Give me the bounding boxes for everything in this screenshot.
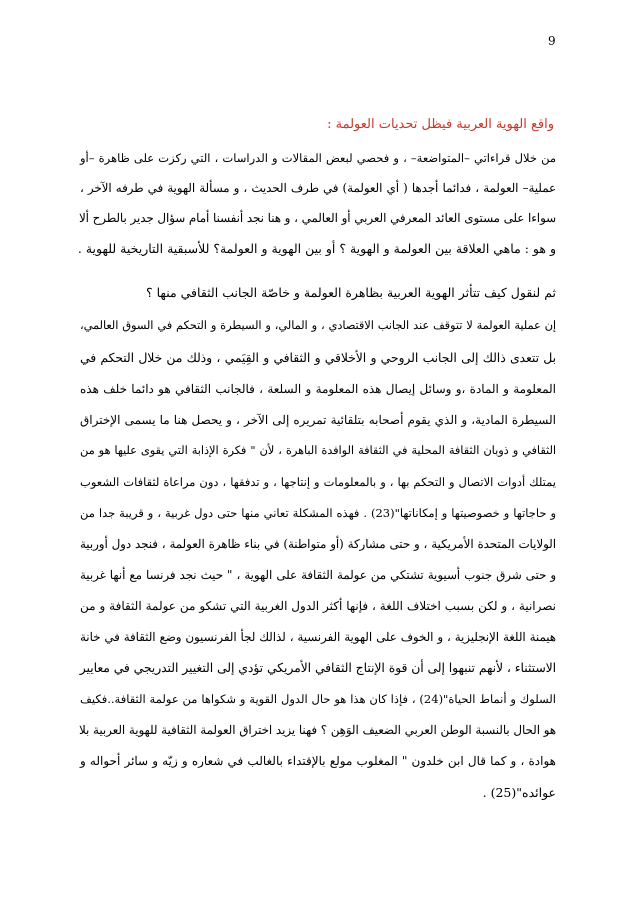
paragraph-line: السيطرة المادية، و الذي يقوم أصحابه بتلقائية تمريره إلى الآخر ، و يحصل هنا ما يسمى الإختراق: [80, 413, 556, 427]
paragraph-line: المعلومة و المادة ،و وسائل إيصال هذه المعلومة و السلعة ، فالجانب الثقافي هو دائما خلف هذه: [80, 382, 556, 396]
paragraph-line: إن عملية العولمة لا تتوقف عند الجانب الاقتصادي ، و المالي، و السيطرة و التحكم في السوق العالمي،: [80, 319, 556, 332]
paragraph-line: يمتلك أدوات الاتصال و التحكم بها ، و بالمعلومات و إنتاجها ، و تدفقها ، دون مراعاة لثقافات الشعوب: [80, 475, 556, 489]
paragraph-line: الاستثناء ، لأنهم تنبهوا إلى أن قوة الإنتاج الثقافي الأمريكي تؤدي إلى التغيير التدريجي في معايير: [79, 661, 556, 675]
paragraph-line: و حاجاتها و خصوصيتها و إمكاناتها"(23) . فهذه المشكلة تعاني منها حتى دول غربية ، و قريبة جدا من: [80, 506, 557, 520]
section-heading: واقع الهوية العربية فيظل تحديات العولمة :: [327, 117, 554, 132]
paragraph-line: هيمنة اللغة الإنجليزية ، و الخوف على الهوية الفرنسية ، لذالك لجأ الفرنسيون وضع الثقافة في خانة: [80, 630, 556, 644]
paragraph-line: ثم لنقول كيف تتأثر الهوية العربية بظاهرة العولمة و خاصّة الجانب الثقافي منها ؟: [146, 285, 556, 300]
paragraph-line: نصرانية ، و لكن بسبب اختلاف اللغة ، فإنها أكثر الدول الغربية التي تشكو من عولمة الثقافة و من: [80, 599, 556, 613]
paragraph-line: عملية– العولمة ، فدائما أجدها ( أي العولمة) في طرف الحديث ، و مسألة الهوية في طرفه الآخر ،: [80, 181, 556, 195]
paragraph-line: الثقافي و ذوبان الثقافة المحلية في الثقافة الوافدة الباهرة ، لأن " فكرة الإذابة التي يقوى عليها هو من: [80, 444, 556, 457]
page-number: 9: [548, 34, 556, 48]
paragraph-line: بل تتعدى ذالك إلى الجانب الروحي و الأخلاقي و الثقافي و القِيَمي ، وذلك من خلال التحكم في: [80, 351, 556, 365]
paragraph-line: عوائده"(25) .: [482, 785, 556, 800]
paragraph-line: سواءا على مستوى العائد المعرفي العربي أو العالمي ، و هنا نجد أنفسنا أمام سؤال جدير بالطرح ألا: [78, 211, 556, 225]
paragraph-line: الولايات المتحدة الأمريكية ، و حتى مشاركة (أو متواطنة) في بناء ظاهرة العولمة ، فنجد دول أوربية: [80, 537, 556, 551]
paragraph-line: و هو : ماهي العلاقة بين العولمة و الهوية ؟ أو بين الهوية و العولمة؟ للأسبقية التاريخية للهوية .: [77, 241, 556, 256]
paragraph-line: هو الحال بالنسبة الوطن العربي الضعيف الوَهِن ؟ فهنا يزيد اختراق العولمة الثقافية للهوية العربية بلا: [79, 723, 556, 737]
paragraph-line: هوادة ، و كما قال ابن خلدون " المغلوب مولع بالإقتداء بالغالب في شعاره و زيّه و سائر أحواله و: [80, 754, 556, 768]
paragraph-line: من خلال قراءاتي –المتواضعة– ، و فحصي لبعض المقالات و الدراسات ، التي ركزت على ظاهرة –أو: [80, 151, 556, 165]
paragraph-line: و حتى شرق جنوب أسيوية تشتكي من عولمة الثقافة على الهوية ، " حيث نجد فرنسا مع أنها غربية: [80, 568, 556, 582]
paragraph-line: السلوك و أنماط الحياة"(24) ، فإذا كان هذا هو حال الدول القوية و شكواها من عولمة الثقافة..فكيف: [80, 692, 556, 706]
